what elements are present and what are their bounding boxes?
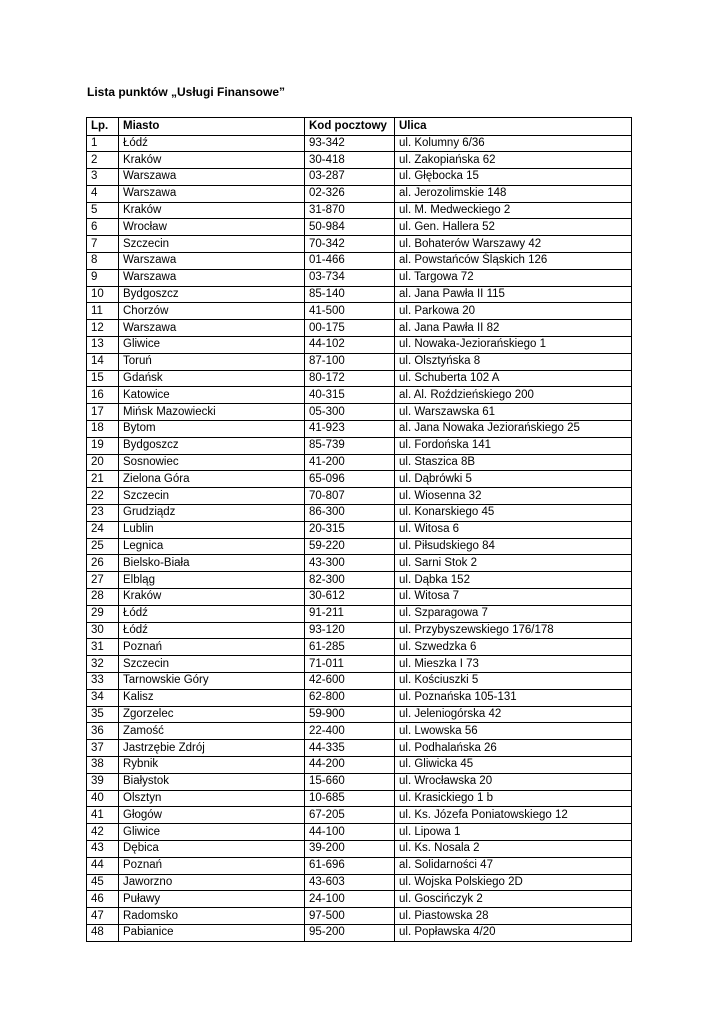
city-cell: Rybnik [119,756,305,773]
city-cell: Szczecin [119,488,305,505]
table-row [87,152,632,169]
street-cell: ul. Kościuszki 5 [395,673,632,690]
table-row [87,790,632,807]
column-header-city: Miasto [119,118,305,136]
column-header-lp: Lp. [87,118,119,136]
table-row [87,756,632,773]
street-cell: ul. Nowaka-Jeziorańskiego 1 [395,337,632,354]
street-cell: ul. Lipowa 1 [395,824,632,841]
row-number: 2 [87,152,119,169]
postal-code-cell: 44-102 [305,337,395,354]
row-number: 16 [87,387,119,404]
row-number: 44 [87,857,119,874]
city-cell: Gliwice [119,337,305,354]
postal-code-cell: 31-870 [305,202,395,219]
table-row [87,505,632,522]
city-cell: Bydgoszcz [119,437,305,454]
city-cell: Dębica [119,840,305,857]
street-cell: ul. Bohaterów Warszawy 42 [395,236,632,253]
postal-code-cell: 30-418 [305,152,395,169]
postal-code-cell: 87-100 [305,353,395,370]
row-number: 21 [87,471,119,488]
postal-code-cell: 93-342 [305,135,395,152]
city-cell: Szczecin [119,236,305,253]
city-cell: Jaworzno [119,874,305,891]
street-cell: ul. Przybyszewskiego 176/178 [395,622,632,639]
city-cell: Jastrzębie Zdrój [119,740,305,757]
table-row [87,185,632,202]
table-row [87,135,632,152]
row-number: 4 [87,185,119,202]
table-row [87,454,632,471]
table-row [87,773,632,790]
street-cell: ul. M. Medweckiego 2 [395,202,632,219]
table-row [87,891,632,908]
city-cell: Zgorzelec [119,706,305,723]
postal-code-cell: 44-100 [305,824,395,841]
city-cell: Legnica [119,538,305,555]
street-cell: al. Jana Pawła II 82 [395,320,632,337]
row-number: 24 [87,521,119,538]
row-number: 1 [87,135,119,152]
row-number: 32 [87,656,119,673]
city-cell: Radomsko [119,908,305,925]
row-number: 3 [87,169,119,186]
row-number: 36 [87,723,119,740]
city-cell: Gdańsk [119,370,305,387]
row-number: 46 [87,891,119,908]
row-number: 30 [87,622,119,639]
street-cell: ul. Witosa 7 [395,589,632,606]
row-number: 25 [87,538,119,555]
city-cell: Kraków [119,589,305,606]
row-number: 40 [87,790,119,807]
street-cell: ul. Parkowa 20 [395,303,632,320]
table-row [87,924,632,941]
street-cell: ul. Gliwicka 45 [395,756,632,773]
postal-code-cell: 43-603 [305,874,395,891]
table-row [87,639,632,656]
city-cell: Wrocław [119,219,305,236]
table-row [87,555,632,572]
street-cell: ul. Ks. Józefa Poniatowskiego 12 [395,807,632,824]
street-cell: ul. Gen. Hallera 52 [395,219,632,236]
column-header-postal-code: Kod pocztowy [305,118,395,136]
postal-code-cell: 43-300 [305,555,395,572]
postal-code-cell: 85-739 [305,437,395,454]
table-row [87,874,632,891]
table-row [87,219,632,236]
row-number: 35 [87,706,119,723]
city-cell: Tarnowskie Góry [119,673,305,690]
city-cell: Warszawa [119,185,305,202]
city-cell: Puławy [119,891,305,908]
city-cell: Kraków [119,202,305,219]
city-cell: Chorzów [119,303,305,320]
postal-code-cell: 41-500 [305,303,395,320]
city-cell: Kraków [119,152,305,169]
page-title: Lista punktów „Usługi Finansowe” [87,85,286,99]
table-row [87,723,632,740]
street-cell: ul. Targowa 72 [395,269,632,286]
row-number: 31 [87,639,119,656]
street-cell: ul. Dąbrówki 5 [395,471,632,488]
table-row [87,404,632,421]
postal-code-cell: 00-175 [305,320,395,337]
row-number: 29 [87,605,119,622]
row-number: 33 [87,673,119,690]
street-cell: ul. Warszawska 61 [395,404,632,421]
row-number: 23 [87,505,119,522]
city-cell: Warszawa [119,169,305,186]
row-number: 7 [87,236,119,253]
street-cell: ul. Wiosenna 32 [395,488,632,505]
street-cell: ul. Wrocławska 20 [395,773,632,790]
postal-code-cell: 44-200 [305,756,395,773]
street-cell: ul. Mieszka I 73 [395,656,632,673]
table-row [87,169,632,186]
city-cell: Elbląg [119,572,305,589]
row-number: 42 [87,824,119,841]
city-cell: Olsztyn [119,790,305,807]
table-row [87,387,632,404]
table-row [87,538,632,555]
street-cell: al. Powstańców Śląskich 126 [395,253,632,270]
table-row [87,656,632,673]
postal-code-cell: 97-500 [305,908,395,925]
postal-code-cell: 61-285 [305,639,395,656]
city-cell: Szczecin [119,656,305,673]
table-row [87,269,632,286]
table-row [87,303,632,320]
city-cell: Katowice [119,387,305,404]
row-number: 17 [87,404,119,421]
street-cell: ul. Głębocka 15 [395,169,632,186]
city-cell: Warszawa [119,269,305,286]
table-row [87,572,632,589]
city-cell: Łódź [119,622,305,639]
city-cell: Warszawa [119,253,305,270]
postal-code-cell: 03-734 [305,269,395,286]
city-cell: Bielsko-Biała [119,555,305,572]
street-cell: ul. Zakopiańska 62 [395,152,632,169]
postal-code-cell: 42-600 [305,673,395,690]
street-cell: ul. Popławska 4/20 [395,924,632,941]
street-cell: ul. Poznańska 105-131 [395,689,632,706]
postal-code-cell: 41-923 [305,421,395,438]
row-number: 5 [87,202,119,219]
city-cell: Poznań [119,857,305,874]
street-cell: ul. Lwowska 56 [395,723,632,740]
city-cell: Grudziądz [119,505,305,522]
postal-code-cell: 85-140 [305,286,395,303]
row-number: 13 [87,337,119,354]
table-row [87,253,632,270]
row-number: 10 [87,286,119,303]
postal-code-cell: 03-287 [305,169,395,186]
postal-code-cell: 44-335 [305,740,395,757]
table-row [87,471,632,488]
row-number: 8 [87,253,119,270]
postal-code-cell: 39-200 [305,840,395,857]
city-cell: Zamość [119,723,305,740]
table-row [87,320,632,337]
city-cell: Pabianice [119,924,305,941]
table-row [87,824,632,841]
street-cell: ul. Dąbka 152 [395,572,632,589]
postal-code-cell: 30-612 [305,589,395,606]
city-cell: Łódź [119,605,305,622]
city-cell: Łódź [119,135,305,152]
postal-code-cell: 62-800 [305,689,395,706]
row-number: 18 [87,421,119,438]
table-row [87,840,632,857]
table-row [87,286,632,303]
postal-code-cell: 86-300 [305,505,395,522]
postal-code-cell: 82-300 [305,572,395,589]
table-row [87,236,632,253]
postal-code-cell: 91-211 [305,605,395,622]
row-number: 6 [87,219,119,236]
street-cell: ul. Olsztyńska 8 [395,353,632,370]
postal-code-cell: 01-466 [305,253,395,270]
table-row [87,689,632,706]
postal-code-cell: 61-696 [305,857,395,874]
row-number: 27 [87,572,119,589]
table-body [87,135,632,941]
row-number: 47 [87,908,119,925]
city-cell: Warszawa [119,320,305,337]
table-row [87,421,632,438]
row-number: 9 [87,269,119,286]
table-row [87,908,632,925]
row-number: 43 [87,840,119,857]
street-cell: ul. Jeleniogórska 42 [395,706,632,723]
postal-code-cell: 15-660 [305,773,395,790]
row-number: 14 [87,353,119,370]
table-row [87,353,632,370]
city-cell: Lublin [119,521,305,538]
street-cell: al. Jana Pawła II 115 [395,286,632,303]
table-row [87,370,632,387]
table-row [87,202,632,219]
column-header-street: Ulica [395,118,632,136]
postal-code-cell: 50-984 [305,219,395,236]
postal-code-cell: 10-685 [305,790,395,807]
row-number: 20 [87,454,119,471]
city-cell: Sosnowiec [119,454,305,471]
row-number: 11 [87,303,119,320]
table-row [87,622,632,639]
street-cell: ul. Goscińczyk 2 [395,891,632,908]
postal-code-cell: 22-400 [305,723,395,740]
street-cell: ul. Krasickiego 1 b [395,790,632,807]
city-cell: Zielona Góra [119,471,305,488]
postal-code-cell: 70-807 [305,488,395,505]
street-cell: ul. Schuberta 102 A [395,370,632,387]
city-cell: Toruń [119,353,305,370]
city-cell: Bydgoszcz [119,286,305,303]
postal-code-cell: 59-900 [305,706,395,723]
city-cell: Białystok [119,773,305,790]
row-number: 26 [87,555,119,572]
table-row [87,589,632,606]
table-row [87,857,632,874]
postal-code-cell: 02-326 [305,185,395,202]
table-row [87,706,632,723]
street-cell: ul. Szparagowa 7 [395,605,632,622]
postal-code-cell: 05-300 [305,404,395,421]
table-row [87,437,632,454]
street-cell: ul. Podhalańska 26 [395,740,632,757]
row-number: 12 [87,320,119,337]
street-cell: ul. Szwedzka 6 [395,639,632,656]
row-number: 34 [87,689,119,706]
table-header-row [87,118,632,136]
city-cell: Mińsk Mazowiecki [119,404,305,421]
row-number: 19 [87,437,119,454]
table-row [87,337,632,354]
city-cell: Kalisz [119,689,305,706]
row-number: 48 [87,924,119,941]
postal-code-cell: 80-172 [305,370,395,387]
row-number: 45 [87,874,119,891]
postal-code-cell: 41-200 [305,454,395,471]
street-cell: ul. Kolumny 6/36 [395,135,632,152]
street-cell: ul. Konarskiego 45 [395,505,632,522]
postal-code-cell: 95-200 [305,924,395,941]
street-cell: al. Jana Nowaka Jeziorańskiego 25 [395,421,632,438]
postal-code-cell: 93-120 [305,622,395,639]
table-row [87,488,632,505]
city-cell: Poznań [119,639,305,656]
postal-code-cell: 59-220 [305,538,395,555]
table-row [87,740,632,757]
row-number: 41 [87,807,119,824]
postal-code-cell: 70-342 [305,236,395,253]
city-cell: Głogów [119,807,305,824]
row-number: 39 [87,773,119,790]
street-cell: al. Solidarności 47 [395,857,632,874]
city-cell: Gliwice [119,824,305,841]
street-cell: ul. Piłsudskiego 84 [395,538,632,555]
street-cell: ul. Fordońska 141 [395,437,632,454]
city-cell: Bytom [119,421,305,438]
postal-code-cell: 71-011 [305,656,395,673]
street-cell: ul. Wojska Polskiego 2D [395,874,632,891]
postal-code-cell: 65-096 [305,471,395,488]
street-cell: ul. Ks. Nosala 2 [395,840,632,857]
points-table [86,117,632,942]
street-cell: al. Al. Roździeńskiego 200 [395,387,632,404]
postal-code-cell: 67-205 [305,807,395,824]
row-number: 28 [87,589,119,606]
street-cell: ul. Sarni Stok 2 [395,555,632,572]
street-cell: al. Jerozolimskie 148 [395,185,632,202]
row-number: 38 [87,756,119,773]
row-number: 15 [87,370,119,387]
street-cell: ul. Witosa 6 [395,521,632,538]
table-row [87,521,632,538]
table-row [87,807,632,824]
row-number: 22 [87,488,119,505]
postal-code-cell: 24-100 [305,891,395,908]
table-row [87,605,632,622]
table-row [87,673,632,690]
postal-code-cell: 40-315 [305,387,395,404]
street-cell: ul. Piastowska 28 [395,908,632,925]
row-number: 37 [87,740,119,757]
postal-code-cell: 20-315 [305,521,395,538]
street-cell: ul. Staszica 8B [395,454,632,471]
